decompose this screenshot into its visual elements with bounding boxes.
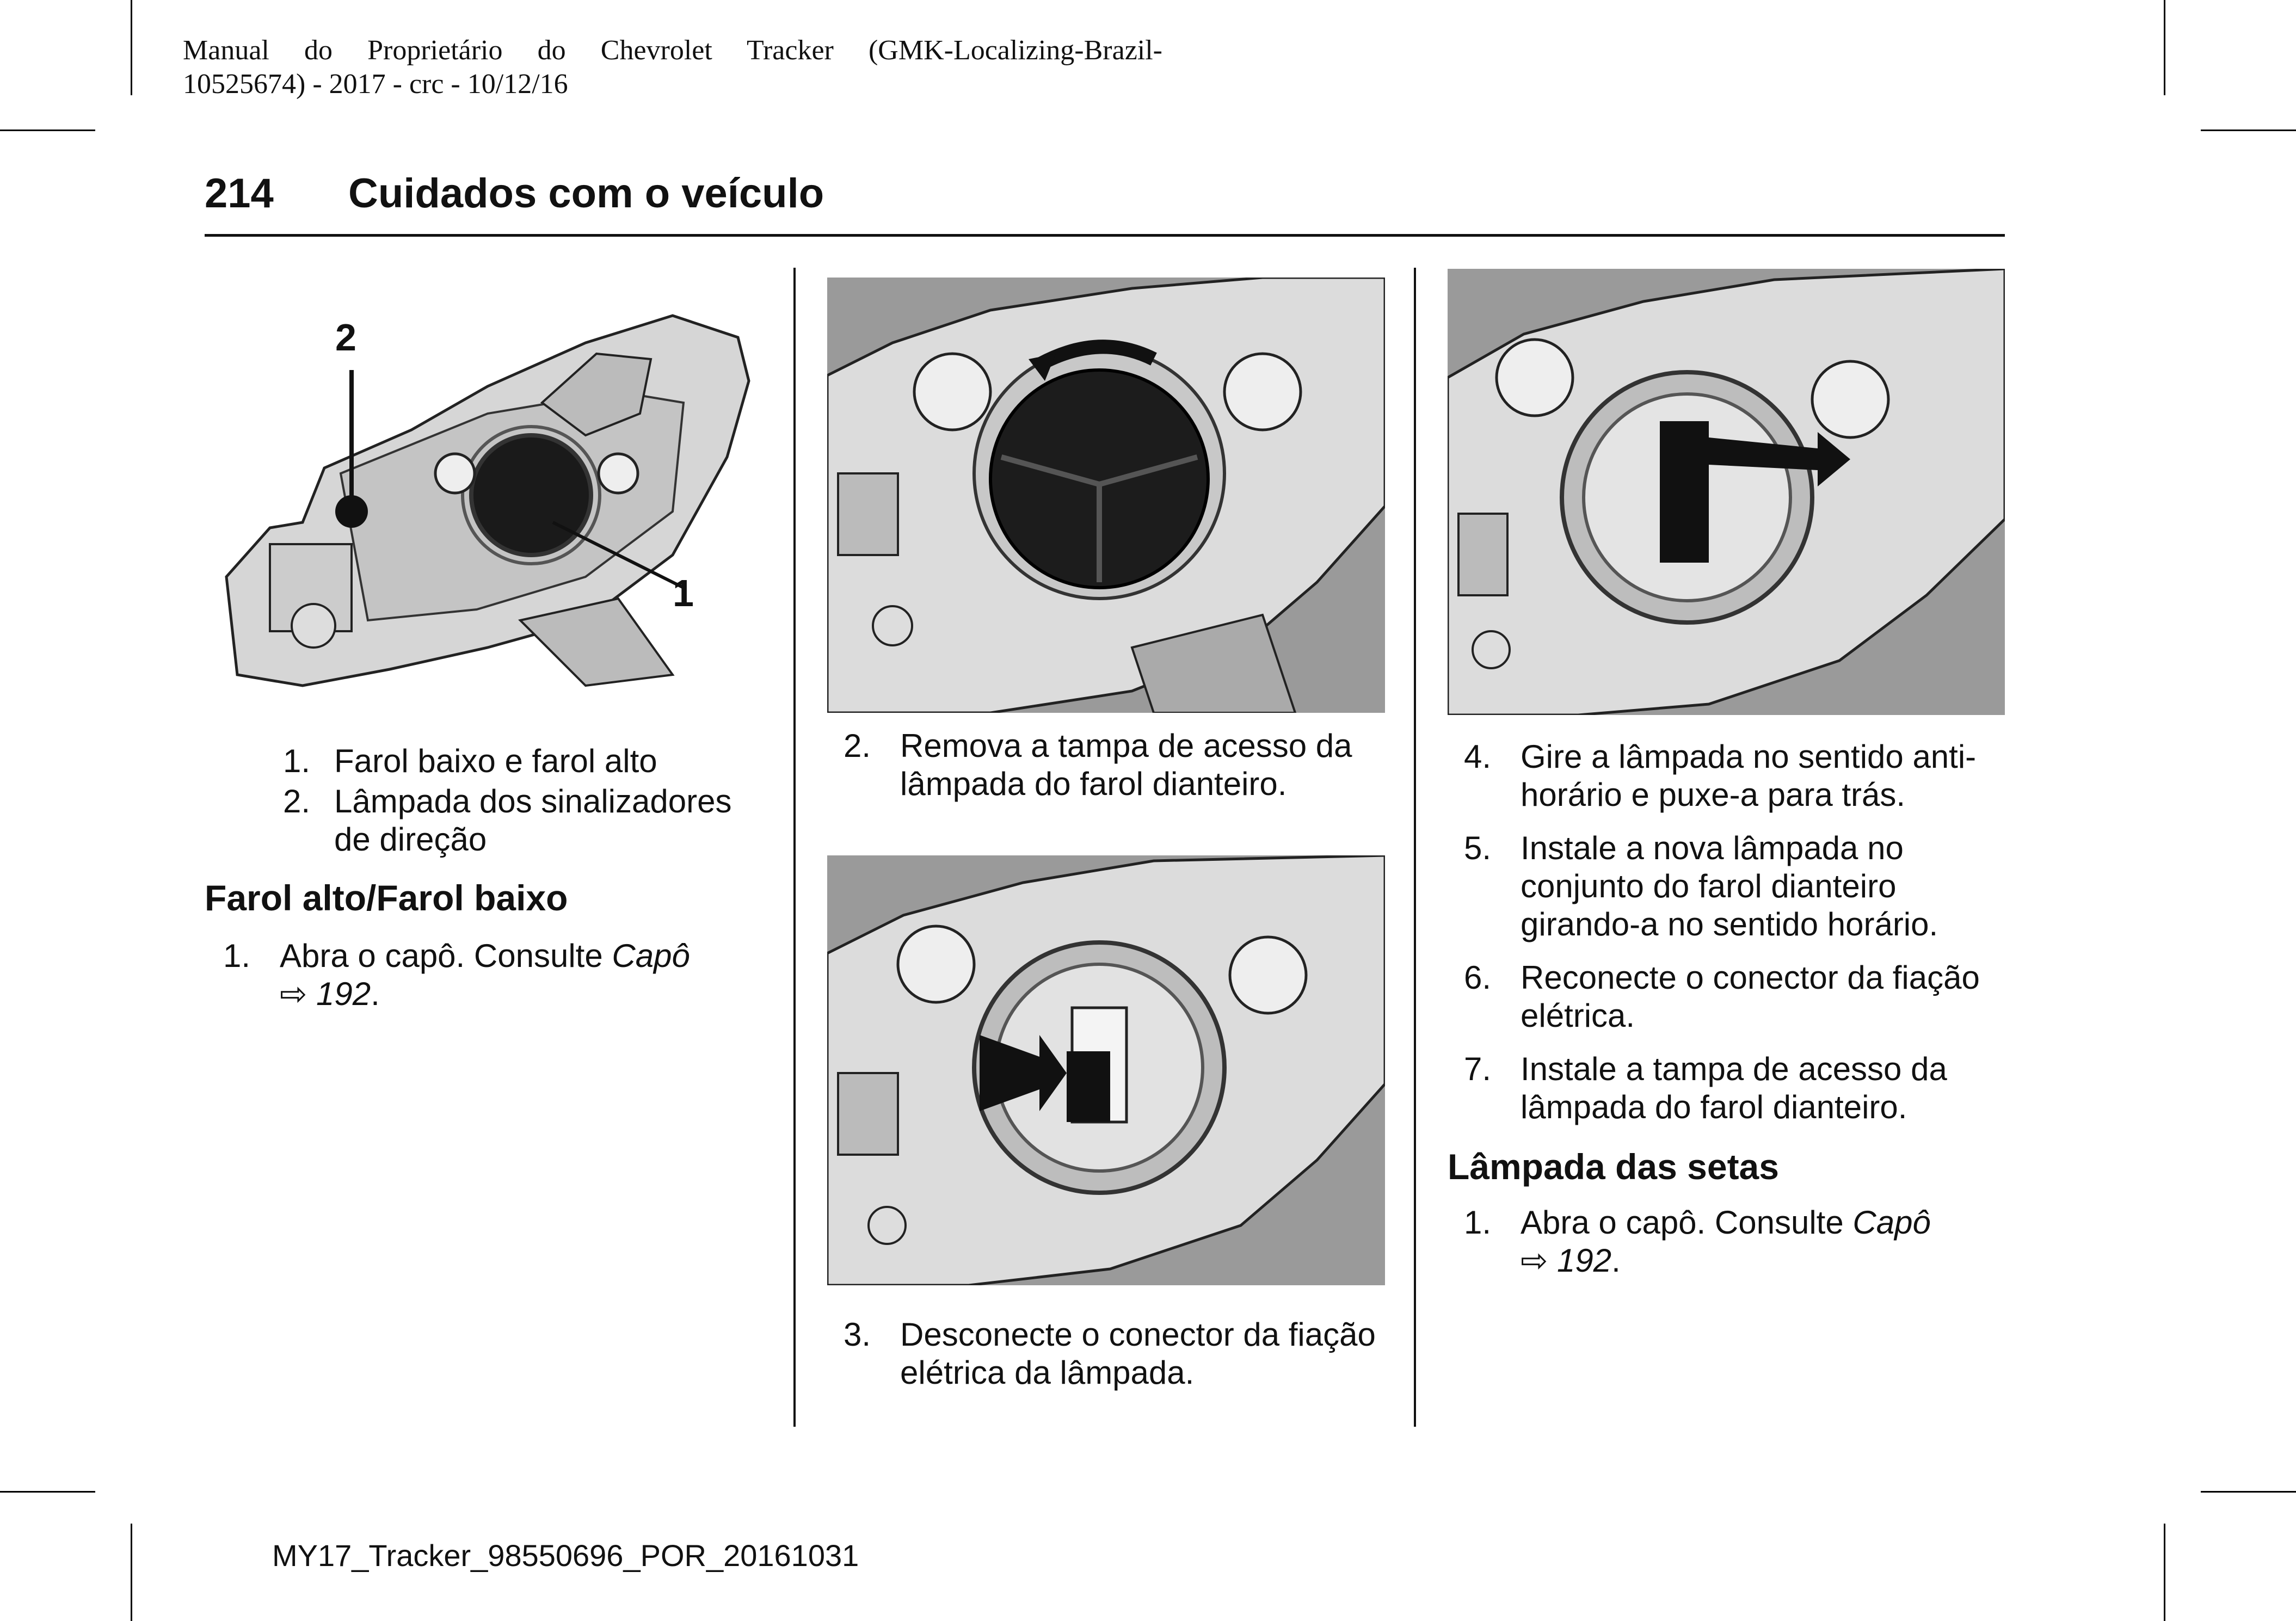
column-divider: [1414, 268, 1416, 1427]
item-number: 2.: [282, 783, 310, 819]
crop-mark: [2201, 1491, 2296, 1493]
meta-line-1: Manual do Proprietário do Chevrolet Tracker (GMK-Localizing-Brazil-: [183, 35, 1162, 66]
crop-mark: [131, 0, 132, 95]
headlamp-assembly-drawing: [205, 294, 765, 718]
list-item: [827, 1316, 1393, 1392]
item-text: [1448, 1204, 2014, 1280]
step-text: Abra o capô. Consulte: [1521, 1204, 1853, 1241]
item-text: Desconecte o conector da fiação elétrica da lâmpada.: [900, 1316, 1376, 1391]
item-text: Instale a tampa de acesso da lâmpada do farol dianteiro.: [1521, 1051, 1947, 1125]
item-number: 5.: [1463, 830, 1491, 866]
cross-ref-title[interactable]: Capô: [1852, 1204, 1931, 1241]
subheading-high-low-beam: Farol alto/Farol baixo: [205, 878, 568, 918]
document-meta: [183, 34, 1162, 101]
item-number: 1.: [282, 743, 310, 779]
connector-figure: [827, 855, 1385, 1285]
connector-drawing: [827, 855, 1385, 1285]
crop-mark: [2164, 0, 2165, 95]
meta-line-2: 10525674) - 2017 - crc - 10/12/16: [183, 69, 568, 100]
steps-list: [207, 937, 751, 1028]
list-item: [207, 937, 751, 1013]
item-text: Farol baixo e farol alto: [334, 743, 657, 779]
list-item: [827, 727, 1393, 803]
item-number: 2.: [843, 728, 871, 764]
cross-ref-page[interactable]: 192: [316, 976, 371, 1012]
access-cover-figure: [827, 278, 1385, 713]
list-item: [267, 782, 767, 859]
crop-mark: [0, 130, 95, 131]
crop-mark: [2201, 130, 2296, 131]
steps-list: [827, 1316, 1393, 1407]
cross-ref-title[interactable]: Capô: [612, 938, 690, 974]
bulb-removal-figure: [1448, 269, 2005, 715]
list-item: [1448, 829, 2014, 944]
step-end: .: [1611, 1242, 1621, 1279]
step-end: .: [371, 976, 380, 1012]
list-item: [1448, 738, 2014, 814]
figure-legend: [267, 742, 767, 874]
list-item: [1448, 959, 2014, 1035]
steps-list: [1448, 738, 2014, 1142]
item-number: 1.: [223, 938, 250, 974]
step-text: Abra o capô. Consulte: [280, 938, 612, 974]
crop-mark: [131, 1524, 132, 1621]
subheading-turn-signal-bulb: Lâmpada das setas: [1448, 1147, 1779, 1187]
item-text: [207, 937, 751, 1013]
headlamp-assembly-figure: [205, 294, 765, 718]
item-number: 1.: [1463, 1204, 1491, 1241]
callout-1-label: 1: [673, 572, 694, 614]
bulb-removal-drawing: [1448, 269, 2005, 715]
header-rule: [205, 234, 2005, 237]
footer-code: MY17_Tracker_98550696_POR_20161031: [272, 1538, 859, 1573]
list-item: [1448, 1050, 2014, 1126]
item-number: 6.: [1463, 959, 1491, 996]
crop-mark: [0, 1491, 95, 1493]
item-number: 3.: [843, 1316, 871, 1353]
access-cover-drawing: [827, 278, 1385, 713]
item-text: Gire a lâmpada no sentido anti-horário e puxe-a para trás.: [1521, 738, 1977, 813]
cross-ref-page[interactable]: 192: [1556, 1242, 1612, 1279]
item-text: Reconecte o conector da fiação elétrica.: [1521, 959, 1980, 1034]
section-title: Cuidados com o veículo: [348, 170, 824, 217]
page-ref-icon: ⇨: [1521, 1242, 1548, 1279]
page-ref-icon: ⇨: [280, 976, 307, 1012]
callout-2-label: 2: [335, 316, 356, 359]
item-number: 7.: [1463, 1051, 1491, 1087]
item-text: Lâmpada dos sinalizadores de direção: [334, 783, 732, 858]
column-divider: [793, 268, 796, 1427]
page-number: 214: [205, 170, 274, 217]
item-text: Instale a nova lâmpada no conjunto do farol dianteiro girando-a no sentido horário.: [1521, 830, 1938, 942]
item-number: 4.: [1463, 738, 1491, 775]
list-item: [267, 742, 767, 780]
crop-mark: [2164, 1524, 2165, 1621]
item-text: Remova a tampa de acesso da lâmpada do farol dianteiro.: [900, 728, 1352, 802]
steps-list: [827, 727, 1393, 818]
steps-list: [1448, 1204, 2014, 1295]
list-item: [1448, 1204, 2014, 1280]
